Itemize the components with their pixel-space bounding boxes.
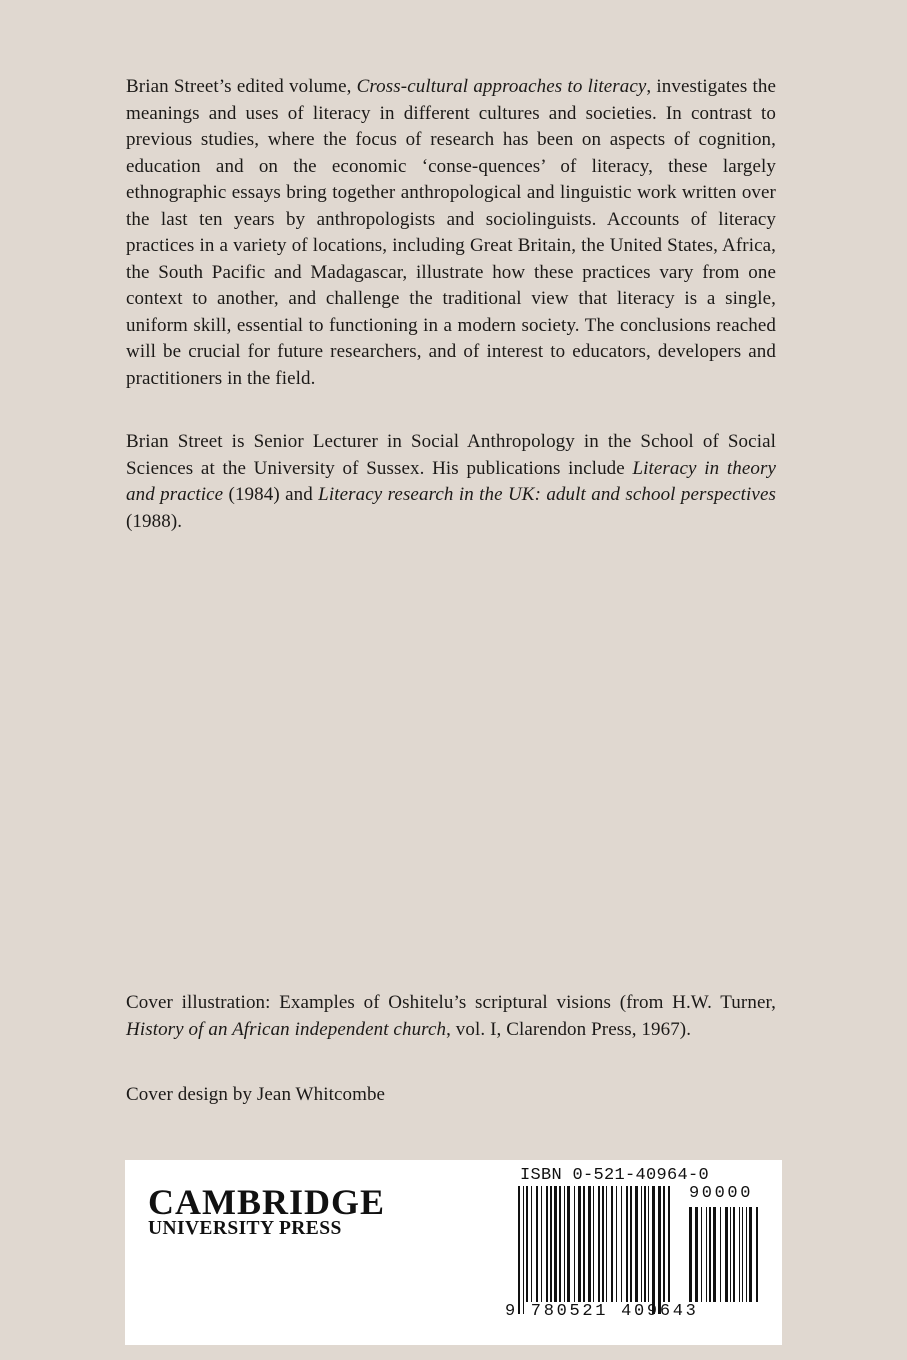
barcode-bar <box>606 1186 607 1302</box>
barcode-bar <box>706 1207 707 1302</box>
barcode-bar <box>616 1186 617 1302</box>
bio-text-2: (1984) and <box>223 484 319 505</box>
barcode-bar <box>695 1207 698 1302</box>
barcode-bar <box>644 1186 646 1302</box>
barcode-bar <box>559 1186 561 1302</box>
credit-text-1: Cover illustration: Examples of Oshitelu’s scriptural visions (from H.W. Turner, <box>126 992 776 1013</box>
barcode-bar <box>641 1186 642 1302</box>
bio-book-2: Literacy research in the UK: adult and school perspectives <box>318 484 776 505</box>
barcode-bar <box>720 1207 721 1302</box>
barcode-bar <box>518 1186 520 1314</box>
barcode-bar <box>578 1186 581 1302</box>
book-title: Cross-cultural approaches to literacy <box>356 76 647 97</box>
barcode-bar <box>531 1186 532 1302</box>
design-credit-text: Cover design by Jean Whitcombe <box>126 1084 386 1105</box>
barcode-bar <box>701 1207 702 1302</box>
barcode-bar <box>526 1186 528 1302</box>
barcode-bar <box>523 1186 524 1314</box>
barcode-bar <box>725 1207 728 1302</box>
barcode-bar <box>567 1186 570 1302</box>
barcode-bar <box>658 1186 661 1314</box>
barcode-bar <box>574 1186 575 1302</box>
blurb-text-2: , investigates the meanings and uses of literacy in different cultures and societies. In contrast to previous studies, where the focus of research has been on aspects of cognition, education and on the economic ‘conse-quences’ of literacy, these largely ethnographic essays bring together anthropological and linguistic work written over the last ten years by anthropologists and sociolinguists. Accounts of literacy practices in a variety of locations, including Great Britain, the United States, Africa, the South Pacific and Madagascar, illustrate how these practices vary from one context to another, and challenge the traditional view that literacy is a single, uniform skill, essential to functioning in a modern society. The conclusions reached will be crucial for future researchers, and of interest to educators, developers and practitioners in the field. <box>126 76 776 389</box>
barcode-bar <box>652 1186 655 1314</box>
author-bio <box>126 429 776 535</box>
barcode-bar <box>583 1186 585 1302</box>
barcode-bar <box>550 1186 552 1302</box>
credit-book: History of an African independent church <box>126 1018 447 1040</box>
publisher-logo-subtitle: UNIVERSITY PRESS <box>148 1218 342 1239</box>
barcode-bar <box>689 1207 692 1302</box>
publisher-panel <box>125 1160 782 1345</box>
barcode-bar <box>564 1186 565 1302</box>
barcode-bar <box>554 1186 557 1302</box>
barcode-bar <box>668 1186 670 1302</box>
barcode-bar <box>713 1207 716 1302</box>
isbn-barcode <box>518 1186 670 1314</box>
isbn-label: ISBN 0-521-40964-0 <box>520 1166 710 1185</box>
barcode-bar <box>621 1186 622 1302</box>
cover-design-credit <box>126 1082 776 1109</box>
price-addon-barcode <box>689 1207 761 1314</box>
publisher-logo-name: CAMBRIDGE <box>148 1182 386 1222</box>
ean-digits: 9 780521 409643 <box>505 1302 699 1321</box>
barcode-bar <box>602 1186 604 1302</box>
barcode-bar <box>648 1186 649 1302</box>
barcode-bar <box>749 1207 752 1302</box>
barcode-bar <box>588 1186 591 1302</box>
price-addon-digits: 90000 <box>689 1184 754 1203</box>
barcode-bar <box>635 1186 638 1302</box>
barcode-bar <box>746 1207 747 1302</box>
barcode-bar <box>611 1186 613 1302</box>
barcode-bar <box>663 1186 665 1302</box>
credit-text-2: , vol. I, Clarendon Press, 1967). <box>446 1018 692 1040</box>
barcode-bar <box>598 1186 600 1302</box>
barcode-bar <box>630 1186 632 1302</box>
blurb-text-1: Brian Street’s edited volume, <box>126 76 357 97</box>
barcode-bar <box>536 1186 538 1302</box>
barcode-bar <box>730 1207 731 1302</box>
barcode-bar <box>626 1186 628 1302</box>
barcode-bar <box>541 1186 542 1302</box>
barcode-bar <box>756 1207 758 1302</box>
barcode-bar <box>709 1207 711 1302</box>
barcode-bar <box>733 1207 735 1302</box>
barcode-bar <box>593 1186 594 1302</box>
barcode-bar <box>739 1207 740 1302</box>
bio-text-1: Brian Street is Senior Lecturer in Social Anthropology in the School of Social Sciences at the University of Sussex. His publications include <box>126 431 776 479</box>
barcode-bar <box>546 1186 548 1302</box>
bio-book-1: Literacy in theory and practice <box>126 457 776 505</box>
description-paragraph <box>126 74 776 392</box>
barcode-bar <box>742 1207 743 1302</box>
bio-text-3: (1988). <box>126 510 183 532</box>
cover-illustration-credit <box>126 990 776 1043</box>
